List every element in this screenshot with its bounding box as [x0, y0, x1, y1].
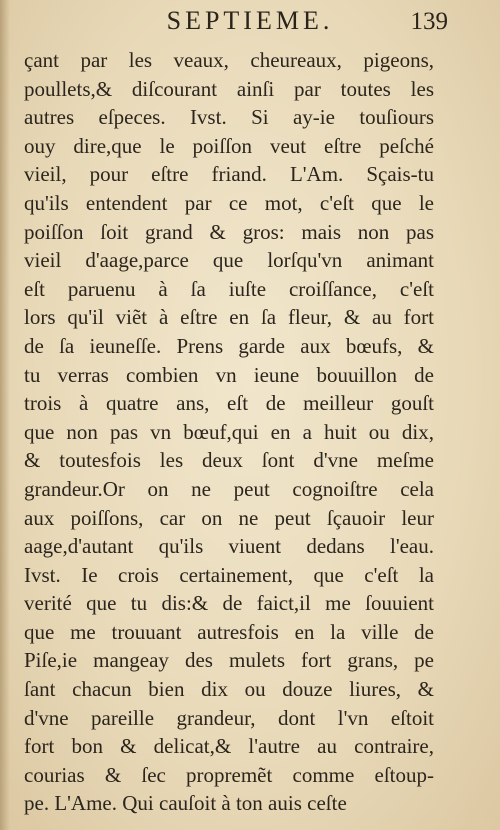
running-title: SEPTIEME. [166, 6, 334, 35]
text-line: fort bon & delicat,& l'autre au contraire, [24, 734, 434, 759]
text-line: lors qu'il viẽt à eſtre en ſa fleur, & au fort [24, 305, 434, 330]
text-line: pe. L'Ame. Qui cauſoit à ton auis ceſte [24, 791, 347, 816]
page-number: 139 [410, 8, 448, 35]
text-line: poiſſon ſoit grand & gros: mais non pas [24, 219, 434, 244]
text-line: qu'ils entendent par ce mot, c'eſt que le [24, 190, 434, 215]
text-line: courias & ſec propremẽt comme eſtoup- [24, 762, 434, 787]
text-line: aage,d'autant qu'ils viuent dedans l'eau. [24, 534, 434, 559]
text-line: eſt paruenu à ſa iuſte croiſſance, c'eſt [24, 276, 434, 301]
text-line: vieil d'aage,parce que lorſqu'vn animant [24, 248, 434, 273]
text-line: tu verras combien vn ieune bouuillon de [24, 362, 434, 387]
text-line: d'vne pareille grandeur, dont l'vn eſtoit [24, 705, 434, 730]
text-line: verité que tu dis:& de faict,il me ſouuient [24, 591, 434, 616]
text-line: ſant chacun bien dix ou douze liures, & [24, 677, 434, 702]
text-line: trois à quatre ans, eſt de meilleur gouſt [24, 391, 434, 416]
body-text [24, 46, 434, 818]
text-line: que me trouuant autresfois en la ville de [24, 619, 434, 644]
text-line: & toutesfois les deux ſont d'vne meſme [24, 448, 434, 473]
text-line: grandeur.Or on ne peut cognoiſtre cela [24, 476, 434, 501]
text-line: autres eſpeces. Ivst. Si ay-ie touſiours [24, 105, 434, 130]
running-head [0, 6, 500, 40]
text-line: Ivst. Ie crois certainement, que c'eſt la [24, 562, 434, 587]
text-line: que non pas vn bœuf,qui en a huit ou dix, [24, 419, 434, 444]
text-line: aux poiſſons, car on ne peut ſçauoir leur [24, 505, 434, 530]
text-line: vieil, pour eſtre friand. L'Am. Sçais-tu [24, 162, 434, 187]
text-line: ouy dire,que le poiſſon veut eſtre peſché [24, 133, 434, 158]
text-line: çant par les veaux, cheureaux, pigeons, [24, 48, 434, 72]
text-line: Piſe,ie mangeay des mulets fort grans, pe [24, 648, 434, 673]
text-line: poullets,& diſcourant ainſi par toutes les [24, 76, 434, 101]
text-line: de ſa ieuneſſe. Prens garde aux bœufs, & [24, 333, 434, 358]
